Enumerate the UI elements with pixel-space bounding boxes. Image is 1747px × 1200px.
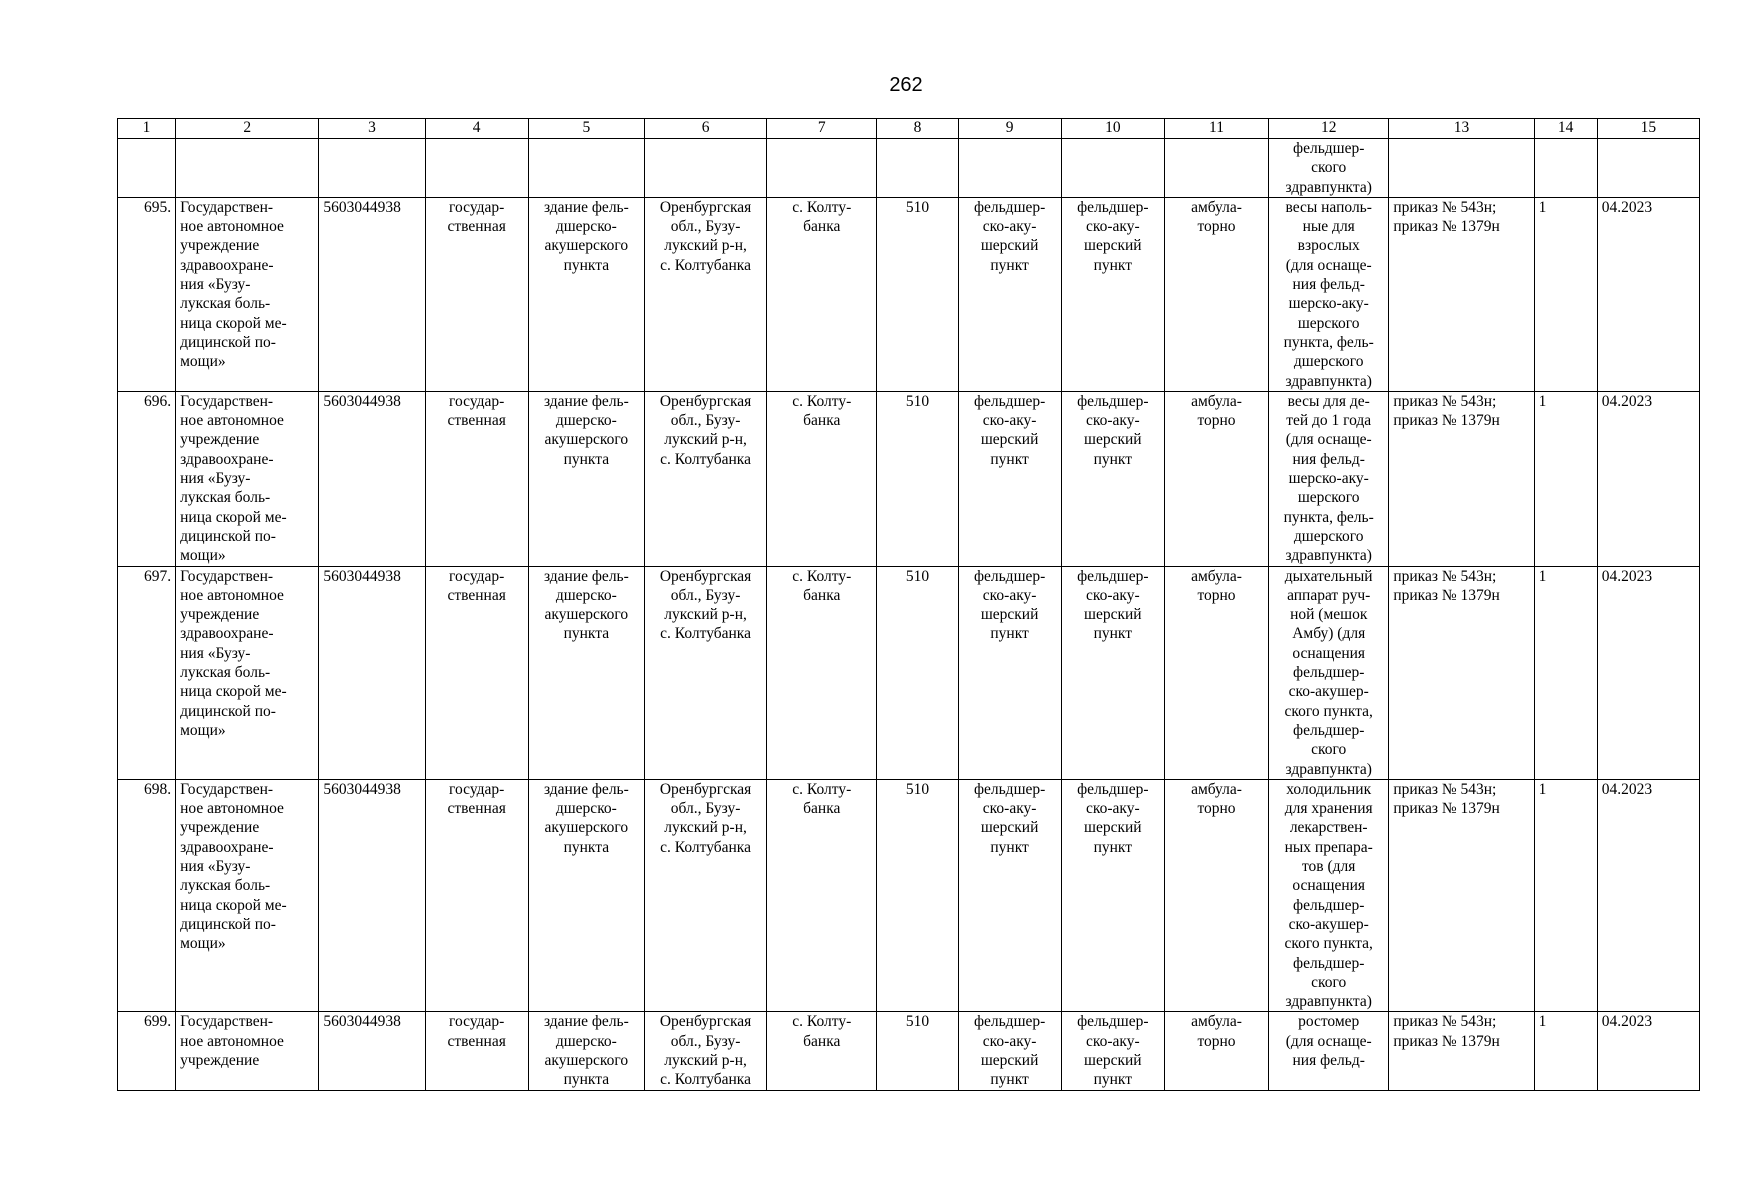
empty-cell	[644, 139, 766, 198]
column-header: 3	[319, 119, 425, 139]
inn-cell: 5603044938	[319, 1012, 425, 1090]
care-condition-cell: амбула- торно	[1164, 197, 1268, 391]
column-header: 15	[1597, 119, 1699, 139]
empty-cell	[118, 139, 176, 198]
unit-cell: фельдшер- ско-аку- шерский пункт	[958, 391, 1061, 566]
column-header: 6	[644, 119, 766, 139]
equipment-cell: холодильник для хранения лекарствен- ных препара- тов (для оснащения фельдшер- ско-акушер- ского пункта, фельдшер- ского здравпункта)	[1269, 779, 1389, 1012]
subunit-cell: фельдшер- ско-аку- шерский пункт	[1061, 391, 1164, 566]
empty-cell	[425, 139, 528, 198]
organization-cell: Государствен- ное автономное учреждение здравоохране- ния «Бузу- лукская боль- ница скорой ме- дицинской по- мощи»	[176, 779, 319, 1012]
quantity-cell: 1	[1534, 1012, 1597, 1090]
locality-cell: с. Колту- банка	[767, 779, 877, 1012]
empty-cell	[319, 139, 425, 198]
address-cell: Оренбургская обл., Бузу- лукский р-н, с. Колтубанка	[644, 779, 766, 1012]
equipment-cell: весы для де- тей до 1 года (для оснаще- ния фельд- шерско-аку- шерского пункта, фель- дшерского здравпункта)	[1269, 391, 1389, 566]
locality-cell: с. Колту- банка	[767, 197, 877, 391]
row-number-cell: 695.	[118, 197, 176, 391]
equipment-cell: весы наполь- ные для взрослых (для оснаще- ния фельд- шерско-аку- шерского пункта, фель- дшерского здравпункта)	[1269, 197, 1389, 391]
subunit-cell: фельдшер- ско-аку- шерский пункт	[1061, 566, 1164, 779]
address-cell: Оренбургская обл., Бузу- лукский р-н, с. Колтубанка	[644, 1012, 766, 1090]
quantity-cell: 1	[1534, 566, 1597, 779]
date-cell: 04.2023	[1597, 566, 1699, 779]
organization-cell: Государствен- ное автономное учреждение здравоохране- ния «Бузу- лукская боль- ница скорой ме- дицинской по- мощи»	[176, 197, 319, 391]
column-number-row	[118, 119, 1700, 139]
building-cell: здание фель- дшерско- акушерского пункта	[528, 1012, 644, 1090]
empty-cell	[176, 139, 319, 198]
subunit-cell: фельдшер- ско-аку- шерский пункт	[1061, 197, 1164, 391]
empty-cell	[877, 139, 958, 198]
building-cell: здание фель- дшерско- акушерского пункта	[528, 197, 644, 391]
inn-cell: 5603044938	[319, 566, 425, 779]
table-row	[118, 566, 1700, 779]
empty-cell	[958, 139, 1061, 198]
order-cell: приказ № 543н; приказ № 1379н	[1389, 197, 1534, 391]
care-condition-cell: амбула- торно	[1164, 566, 1268, 779]
table-row	[118, 1012, 1700, 1090]
address-cell: Оренбургская обл., Бузу- лукский р-н, с. Колтубанка	[644, 197, 766, 391]
quantity-cell: 1	[1534, 391, 1597, 566]
inn-cell: 5603044938	[319, 391, 425, 566]
date-cell: 04.2023	[1597, 391, 1699, 566]
quantity-cell: 1	[1534, 779, 1597, 1012]
equipment-cell: дыхательный аппарат руч- ной (мешок Амбу) (для оснащения фельдшер- ско-акушер- ского пункта, фельдшер- ского здравпункта)	[1269, 566, 1389, 779]
code-cell: 510	[877, 779, 958, 1012]
table-row	[118, 779, 1700, 1012]
column-header: 7	[767, 119, 877, 139]
unit-cell: фельдшер- ско-аку- шерский пункт	[958, 566, 1061, 779]
column-header: 1	[118, 119, 176, 139]
date-cell: 04.2023	[1597, 197, 1699, 391]
empty-cell	[1164, 139, 1268, 198]
care-condition-cell: амбула- торно	[1164, 1012, 1268, 1090]
row-number-cell: 696.	[118, 391, 176, 566]
unit-cell: фельдшер- ско-аку- шерский пункт	[958, 197, 1061, 391]
address-cell: Оренбургская обл., Бузу- лукский р-н, с. Колтубанка	[644, 391, 766, 566]
equipment-cell: ростомер (для оснаще- ния фельд-	[1269, 1012, 1389, 1090]
address-cell: Оренбургская обл., Бузу- лукский р-н, с. Колтубанка	[644, 566, 766, 779]
building-cell: здание фель- дшерско- акушерского пункта	[528, 566, 644, 779]
equipment-cell: фельдшер- ского здравпункта)	[1269, 139, 1389, 198]
empty-cell	[528, 139, 644, 198]
empty-cell	[1061, 139, 1164, 198]
code-cell: 510	[877, 566, 958, 779]
column-header: 4	[425, 119, 528, 139]
subunit-cell: фельдшер- ско-аку- шерский пункт	[1061, 1012, 1164, 1090]
locality-cell: с. Колту- банка	[767, 1012, 877, 1090]
inn-cell: 5603044938	[319, 779, 425, 1012]
order-cell: приказ № 543н; приказ № 1379н	[1389, 1012, 1534, 1090]
unit-cell: фельдшер- ско-аку- шерский пункт	[958, 1012, 1061, 1090]
column-header: 2	[176, 119, 319, 139]
code-cell: 510	[877, 391, 958, 566]
unit-cell: фельдшер- ско-аку- шерский пункт	[958, 779, 1061, 1012]
organization-cell: Государствен- ное автономное учреждение	[176, 1012, 319, 1090]
page-number: 262	[889, 74, 923, 96]
inn-cell: 5603044938	[319, 197, 425, 391]
building-cell: здание фель- дшерско- акушерского пункта	[528, 391, 644, 566]
column-header: 13	[1389, 119, 1534, 139]
ownership-cell: государ- ственная	[425, 197, 528, 391]
empty-cell	[1534, 139, 1597, 198]
code-cell: 510	[877, 197, 958, 391]
column-header: 9	[958, 119, 1061, 139]
table-row	[118, 197, 1700, 391]
row-number-cell: 697.	[118, 566, 176, 779]
ownership-cell: государ- ственная	[425, 779, 528, 1012]
date-cell: 04.2023	[1597, 1012, 1699, 1090]
building-cell: здание фель- дшерско- акушерского пункта	[528, 779, 644, 1012]
care-condition-cell: амбула- торно	[1164, 391, 1268, 566]
column-header: 5	[528, 119, 644, 139]
date-cell: 04.2023	[1597, 779, 1699, 1012]
column-header: 8	[877, 119, 958, 139]
organization-cell: Государствен- ное автономное учреждение здравоохране- ния «Бузу- лукская боль- ница скорой ме- дицинской по- мощи»	[176, 566, 319, 779]
subunit-cell: фельдшер- ско-аку- шерский пункт	[1061, 779, 1164, 1012]
ownership-cell: государ- ственная	[425, 1012, 528, 1090]
row-number-cell: 699.	[118, 1012, 176, 1090]
ownership-cell: государ- ственная	[425, 566, 528, 779]
column-header: 10	[1061, 119, 1164, 139]
order-cell: приказ № 543н; приказ № 1379н	[1389, 391, 1534, 566]
empty-cell	[1389, 139, 1534, 198]
ownership-cell: государ- ственная	[425, 391, 528, 566]
table-row	[118, 391, 1700, 566]
care-condition-cell: амбула- торно	[1164, 779, 1268, 1012]
locality-cell: с. Колту- банка	[767, 566, 877, 779]
quantity-cell: 1	[1534, 197, 1597, 391]
organization-cell: Государствен- ное автономное учреждение здравоохране- ния «Бузу- лукская боль- ница скорой ме- дицинской по- мощи»	[176, 391, 319, 566]
empty-cell	[1597, 139, 1699, 198]
row-number-cell: 698.	[118, 779, 176, 1012]
column-header: 11	[1164, 119, 1268, 139]
order-cell: приказ № 543н; приказ № 1379н	[1389, 779, 1534, 1012]
continuation-row	[118, 139, 1700, 198]
registry-table	[117, 118, 1700, 1091]
column-header: 14	[1534, 119, 1597, 139]
code-cell: 510	[877, 1012, 958, 1090]
empty-cell	[767, 139, 877, 198]
order-cell: приказ № 543н; приказ № 1379н	[1389, 566, 1534, 779]
locality-cell: с. Колту- банка	[767, 391, 877, 566]
column-header: 12	[1269, 119, 1389, 139]
